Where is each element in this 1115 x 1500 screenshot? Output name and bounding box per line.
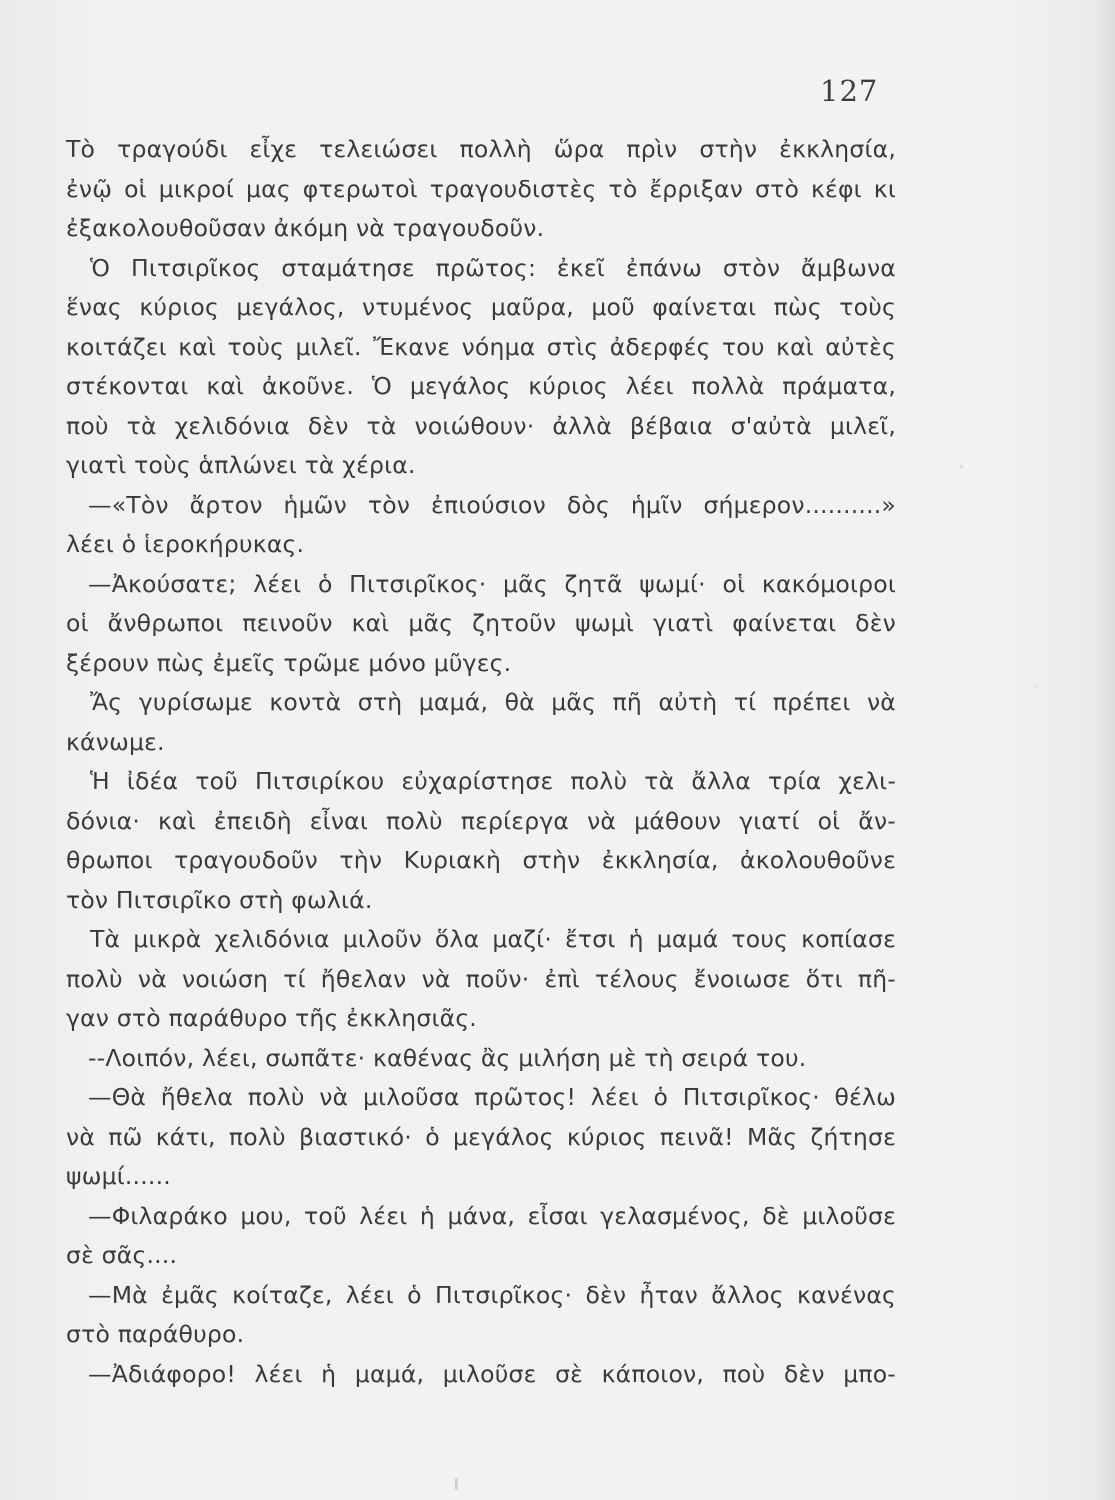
text-line: Ἄς γυρίσωμε κοντὰ στὴ μαμά, θὰ μᾶς πῆ αὐτὴ τί πρέπει νὰ bbox=[90, 688, 896, 716]
paper-speck bbox=[1035, 685, 1037, 687]
text-line: Ἡ ἰδέα τοῦ Πιτσιρίκου εὐχαρίστησε πολὺ τὰ ἄλλα τρία χελι- bbox=[90, 767, 896, 795]
text-line: —Φιλαράκο μου, τοῦ λέει ἡ μάνα, εἶσαι γελασμένος, δὲ μιλοῦσε bbox=[88, 1201, 896, 1230]
text-line: κοιτάζει καὶ τοὺς μιλεῖ. Ἔκανε νόημα στὶς ἀδερφές του καὶ αὐτὲς bbox=[66, 332, 896, 361]
body-text bbox=[66, 130, 896, 1394]
text-line: κάνωμε. bbox=[66, 727, 165, 756]
text-line: ἕνας κύριος μεγάλος, ντυμένος μαῦρα, μοῦ φαίνεται πὼς τοὺς bbox=[66, 293, 896, 321]
text-line: δόνια· καὶ ἐπειδὴ εἶναι πολὺ περίεργα νὰ μάθουν γιατί οἱ ἄν- bbox=[66, 806, 896, 835]
text-line: —Θὰ ἤθελα πολὺ νὰ μιλοῦσα πρῶτος! λέει ὁ Πιτσιρῖκος· θέλω bbox=[88, 1083, 896, 1111]
text-line: —Μὰ ἐμᾶς κοίταζε, λέει ὁ Πιτσιρῖκος· δὲν ἦταν ἄλλος κανένας bbox=[88, 1280, 896, 1309]
text-line: ξέρουν πὼς ἐμεῖς τρῶμε μόνο μῦγες. bbox=[66, 648, 512, 677]
text-line: γαν στὸ παράθυρο τῆς ἐκκλησιᾶς. bbox=[66, 1004, 477, 1032]
text-line: Τὰ μικρὰ χελιδόνια μιλοῦν ὅλα μαζί· ἔτσι ἡ μαμά τους κοπίασε bbox=[90, 925, 896, 953]
text-line: στὸ παράθυρο. bbox=[66, 1320, 245, 1348]
text-line: γιατὶ τοὺς ἁπλώνει τὰ χέρια. bbox=[66, 451, 416, 479]
text-line: σὲ σᾶς.... bbox=[66, 1241, 178, 1269]
text-line: —Ἀδιάφορο! λέει ἡ μαμά, μιλοῦσε σὲ κάποιον, ποὺ δὲν μπο- bbox=[88, 1359, 896, 1388]
text-line: τὸν Πιτσιρῖκο στὴ φωλιά. bbox=[66, 885, 373, 914]
text-line: Τὸ τραγούδι εἶχε τελειώσει πολλὴ ὥρα πρὶν στὴν ἐκκλησία, bbox=[66, 135, 896, 163]
text-line: θρωποι τραγουδοῦν τὴν Κυριακὴ στὴν ἐκκλησία, ἀκολουθοῦνε bbox=[66, 846, 896, 874]
text-line: οἱ ἄνθρωποι πεινοῦν καὶ μᾶς ζητοῦν ψωμὶ γιατὶ φαίνεται δὲν bbox=[66, 609, 896, 637]
page-edge-shadow bbox=[1093, 0, 1115, 1500]
text-line: —«Τὸν ἄρτον ἡμῶν τὸν ἐπιούσιον δὸς ἡμῖν σήμερον..........» bbox=[88, 490, 896, 519]
text-line: πολὺ νὰ νοιώση τί ἤθελαν νὰ ποῦν· ἐπὶ τέλους ἔνοιωσε ὅτι πῆ- bbox=[66, 964, 896, 993]
text-line: στέκονται καὶ ἀκοῦνε. Ὁ μεγάλος κύριος λέει πολλὰ πράματα, bbox=[66, 372, 896, 400]
text-line: Ὁ Πιτσιρῖκος σταμάτησε πρῶτος: ἐκεῖ ἐπάνω στὸν ἄμβωνα bbox=[90, 253, 896, 282]
page-number: 127 bbox=[820, 74, 879, 108]
paper-speck bbox=[960, 465, 963, 468]
text-line: --Λοιπόν, λέει, σωπᾶτε· καθένας ἂς μιλήση μὲ τὴ σειρά του. bbox=[88, 1043, 807, 1072]
text-line: —Ἀκούσατε; λέει ὁ Πιτσιρῖκος· μᾶς ζητᾶ ψωμί· οἱ κακόμοιροι bbox=[88, 569, 896, 598]
text-line: ψωμί...... bbox=[66, 1162, 171, 1190]
text-line: ἐνῷ οἱ μικροί μας φτερωτοὶ τραγουδιστὲς τὸ ἔρριξαν στὸ κέφι κι bbox=[66, 174, 896, 203]
paper-speck bbox=[455, 1478, 458, 1490]
text-line: νὰ πῶ κάτι, πολὺ βιαστικό· ὁ μεγάλος κύριος πεινᾶ! Μᾶς ζήτησε bbox=[66, 1122, 896, 1151]
text-line: ἐξακολουθοῦσαν ἀκόμη νὰ τραγουδοῦν. bbox=[66, 214, 545, 242]
text-line: ποὺ τὰ χελιδόνια δὲν τὰ νοιώθουν· ἀλλὰ βέβαια σ'αὐτὰ μιλεῖ, bbox=[66, 411, 896, 440]
text-line: λέει ὁ ἱεροκήρυκας. bbox=[66, 530, 305, 558]
